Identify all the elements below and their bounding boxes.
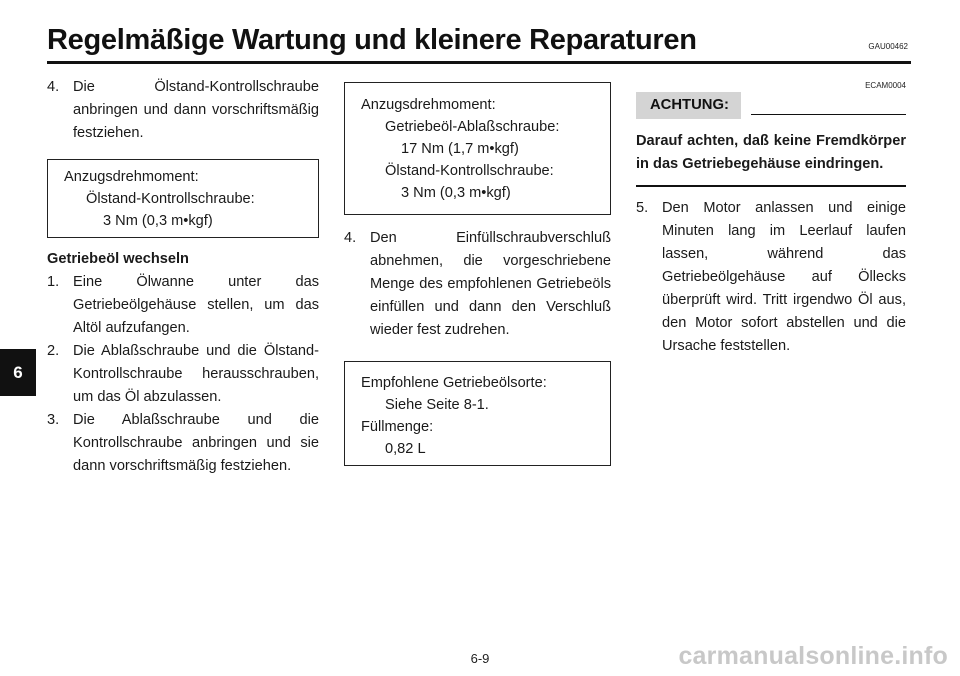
watermark: carmanualsonline.info xyxy=(678,642,948,670)
column-left xyxy=(47,76,319,478)
spec-label: Empfohlene Getriebeölsorte: xyxy=(361,375,547,391)
caution-code: ECAM0004 xyxy=(865,81,906,90)
step-number: 5. xyxy=(636,200,649,216)
step-item xyxy=(47,409,319,478)
page-title: Regelmäßige Wartung und kleinere Reparaturen xyxy=(47,24,697,56)
step-item xyxy=(344,227,611,342)
spec-item: Ölstand-Kontrollschraube: xyxy=(385,163,554,179)
step-number: 4. xyxy=(344,230,357,246)
oil-spec-box xyxy=(344,361,611,466)
column-middle xyxy=(344,76,611,466)
step-text: Eine Ölwanne unter das Getriebeölgehäuse stellen, um das Altöl aufzufangen. xyxy=(73,274,319,336)
spec-value: Siehe Seite 8-1. xyxy=(385,397,489,413)
caution-header xyxy=(636,92,906,119)
torque-spec-box xyxy=(344,82,611,215)
torque-spec-box xyxy=(47,159,319,238)
step-text: Den Motor anlassen und einige Minuten lang im Leerlauf laufen lassen, während das Getriebeölgehäuse auf Öllecks überprüft wird. Tritt irgendwo Öl aus, den Motor sofort abstellen und die Ursache feststellen. xyxy=(662,200,906,354)
step-item xyxy=(47,340,319,409)
chapter-tab: 6 xyxy=(0,349,36,396)
step-number: 1. xyxy=(47,274,60,290)
spec-item: Getriebeöl-Ablaßschraube: xyxy=(385,119,560,135)
step-item xyxy=(47,271,319,340)
spec-item: Ölstand-Kontrollschraube: xyxy=(86,191,255,207)
spec-value: 17 Nm (1,7 m•kgf) xyxy=(401,141,519,157)
step-number: 3. xyxy=(47,412,60,428)
caution-text: Darauf achten, daß keine Fremdkörper in das Getriebegehäuse eindringen. xyxy=(636,130,906,187)
spec-label: Anzugsdrehmoment: xyxy=(361,97,496,113)
section-code: GAU00462 xyxy=(868,42,908,51)
section-heading: Getriebeöl wechseln xyxy=(47,251,189,267)
step-text: Die Ablaßschraube und die Kontrollschraube anbringen und sie dann vorschriftsmäßig festziehen. xyxy=(73,412,319,474)
spec-value: 0,82 L xyxy=(385,441,426,457)
page-number: 6-9 xyxy=(470,651,490,666)
step-number: 4. xyxy=(47,79,60,95)
step-text: Die Ablaßschraube und die Ölstand-Kontrollschraube herausschrauben, um das Öl abzulassen. xyxy=(73,343,319,405)
caution-label: ACHTUNG: xyxy=(636,92,741,119)
spec-label: Füllmenge: xyxy=(361,419,434,435)
step-text: Den Einfüllschraubverschluß abnehmen, die vorgeschriebene Menge des empfohlenen Getriebeöls einfüllen und dann den Verschluß wieder fest zudrehen. xyxy=(370,230,611,338)
step-text: Die Ölstand-Kontrollschraube anbringen und dann vorschriftsmäßig festziehen. xyxy=(73,79,319,141)
step-number: 2. xyxy=(47,343,60,359)
spec-value: 3 Nm (0,3 m•kgf) xyxy=(103,213,213,229)
caution-rule xyxy=(751,114,906,115)
header-rule xyxy=(47,61,911,64)
step-item xyxy=(47,76,319,145)
column-right xyxy=(636,76,906,358)
spec-value: 3 Nm (0,3 m•kgf) xyxy=(401,185,511,201)
spec-label: Anzugsdrehmoment: xyxy=(64,169,199,185)
step-item xyxy=(636,197,906,358)
